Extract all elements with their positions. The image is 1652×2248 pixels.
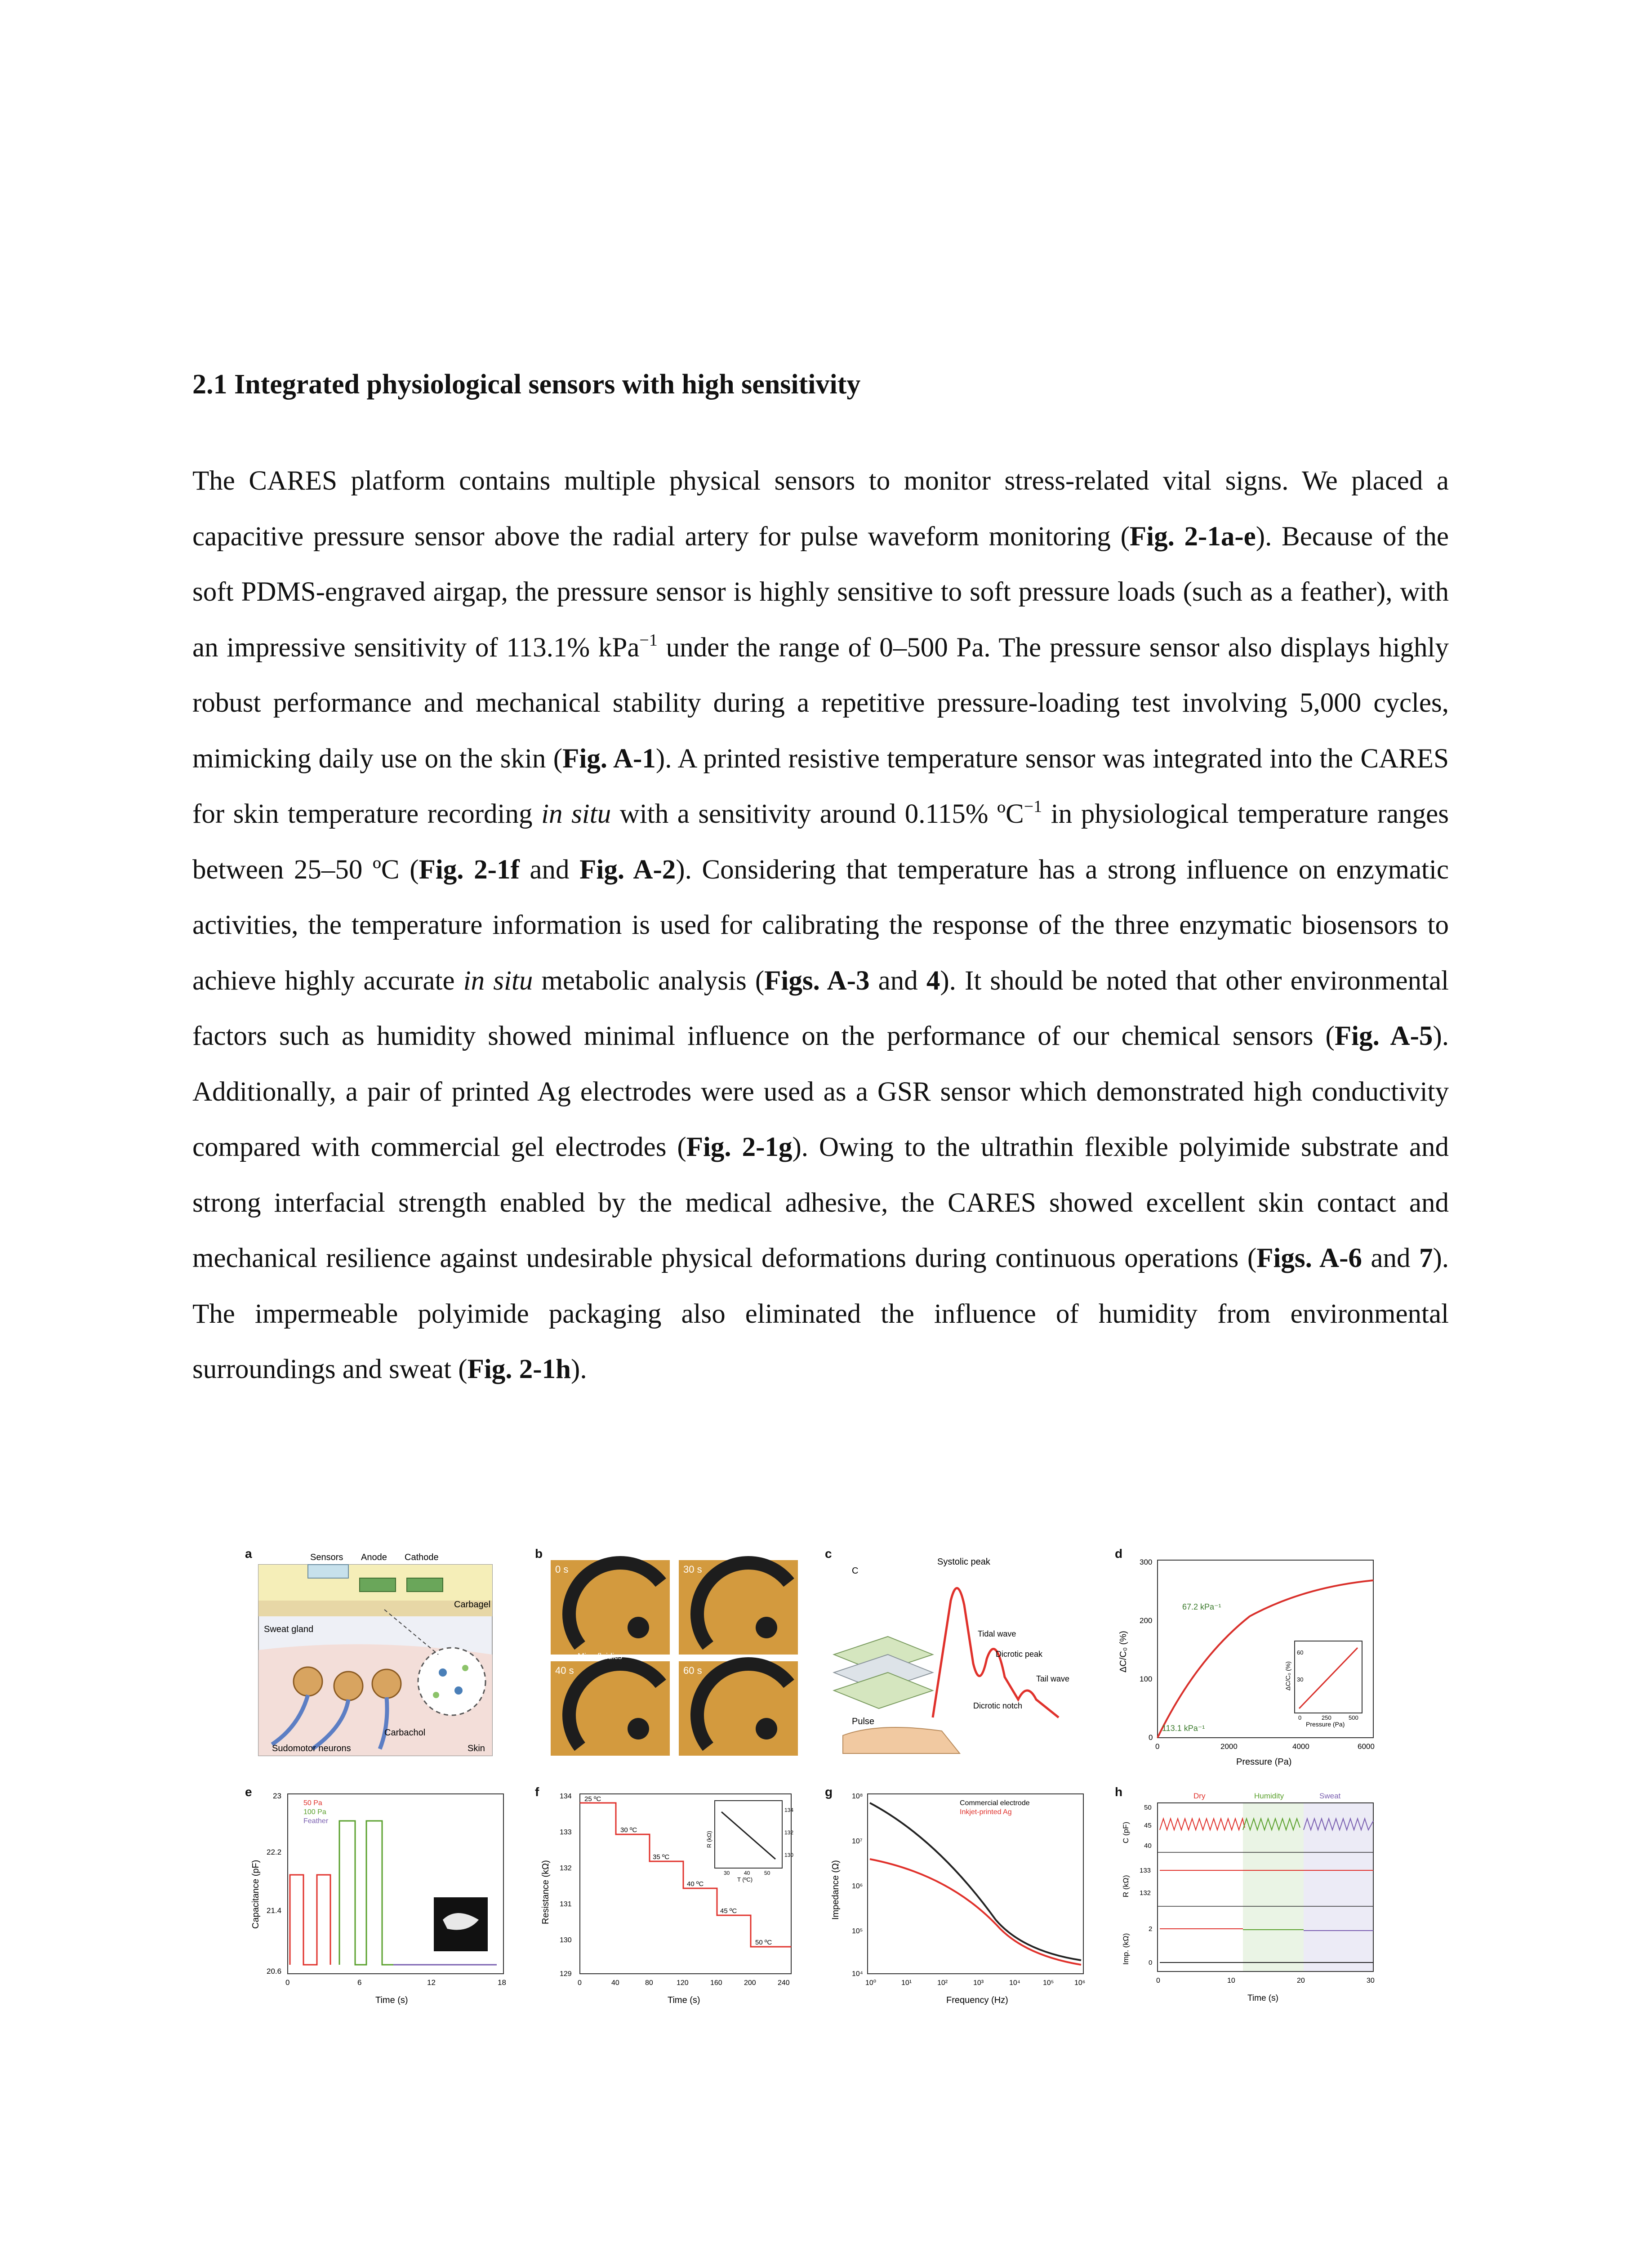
x-tick: 0 xyxy=(1155,1742,1160,1751)
x-tick: 80 xyxy=(645,1979,653,1987)
temperature-label: 25 ºC xyxy=(584,1795,601,1803)
figure-reference: Fig. 2-1f xyxy=(419,854,520,885)
text-run: ). Owing to the ultrathin flexible polyimide substrate and strong interfacial strength enabled by the medical adhesive, the CARES showed excellent skin contact and mechanical resilience against undesirable physical deformations during continuous operations ( xyxy=(192,1132,1449,1273)
legend-item: Sweat xyxy=(1319,1792,1341,1800)
temperature-label: 50 ºC xyxy=(755,1939,772,1946)
panel-h xyxy=(1115,1785,1396,2010)
figure-reference: Figs. A-3 xyxy=(764,965,870,996)
inset-y-tick: 30 xyxy=(1297,1676,1304,1683)
panel-e xyxy=(245,1785,524,2010)
text-run: and xyxy=(869,965,926,996)
label-sudomotor: Sudomotor neurons xyxy=(272,1744,351,1753)
superscript: −1 xyxy=(639,630,658,650)
figure-reference: 4 xyxy=(926,965,940,996)
x-tick: 12 xyxy=(427,1978,436,1987)
x-tick: 0 xyxy=(1156,1977,1160,1985)
x-tick: 18 xyxy=(498,1978,506,1987)
x-axis-label: Time (s) xyxy=(1247,1994,1278,2003)
text-run: metabolic analysis ( xyxy=(533,965,765,996)
x-tick: 2000 xyxy=(1220,1742,1238,1751)
y-tick: 132 xyxy=(1140,1889,1151,1897)
panel-b-photos xyxy=(535,1547,814,1767)
label-cathode: Cathode xyxy=(405,1552,439,1562)
x-tick: 4000 xyxy=(1292,1742,1309,1751)
panel-label: e xyxy=(245,1785,252,1799)
x-tick: 10¹ xyxy=(901,1979,912,1987)
label-sensors: Sensors xyxy=(310,1552,343,1562)
y-axis-label: Imp. (kΩ) xyxy=(1122,1933,1130,1965)
y-tick: 40 xyxy=(1144,1842,1152,1850)
panel-h-chart xyxy=(1115,1785,1396,2010)
panel-g xyxy=(825,1785,1104,2010)
y-tick: 133 xyxy=(1140,1867,1151,1874)
text-run: with a sensitivity around 0.115% ºC xyxy=(611,799,1024,829)
y-tick: 130 xyxy=(560,1936,572,1944)
italic-term: in situ xyxy=(541,799,611,829)
x-tick: 10³ xyxy=(973,1979,984,1987)
x-tick: 10⁰ xyxy=(865,1979,877,1987)
panel-label: h xyxy=(1115,1785,1123,1799)
inset-y-tick: 130 xyxy=(784,1852,794,1858)
text-run: The CARES platform contains multiple physical sensors to monitor stress-related vital signs. We placed a capacitive pressure sensor above the radial artery for pulse waveform monitoring ( xyxy=(192,466,1449,552)
text-run: ). Additionally, a pair of printed Ag electrodes were used as a GSR sensor which demonstrated high conductivity compared with commercial gel electrodes ( xyxy=(192,1021,1449,1162)
y-tick: 133 xyxy=(560,1829,572,1836)
x-tick: 10⁴ xyxy=(1009,1979,1020,1987)
panel-e-chart xyxy=(245,1785,524,2010)
y-tick: 2 xyxy=(1149,1925,1153,1933)
panel-c xyxy=(825,1547,1104,1767)
inset-x-tick: 0 xyxy=(1298,1714,1302,1721)
label-microfluidics: Microfluidics xyxy=(578,1652,623,1661)
y-tick: 20.6 xyxy=(267,1967,282,1976)
panel-f xyxy=(535,1785,814,2010)
x-tick: 10² xyxy=(937,1979,948,1987)
y-axis-label: C (pF) xyxy=(1122,1821,1130,1843)
x-tick: 10⁵ xyxy=(1043,1979,1054,1987)
y-tick: 132 xyxy=(560,1864,572,1872)
x-tick: 200 xyxy=(744,1979,756,1987)
y-tick: 45 xyxy=(1144,1822,1152,1829)
text-run: ). Because of the soft PDMS-engraved airgap, the pressure sensor is highly sensitive to soft pressure loads (such as a feather), with an impressive sensitivity of 113.1% kPa xyxy=(192,521,1449,663)
figure-reference: Fig. A-1 xyxy=(562,743,656,774)
figure-reference: Fig. 2-1g xyxy=(686,1132,793,1162)
figure-2-1 xyxy=(245,1547,1396,2010)
temperature-label: 40 ºC xyxy=(687,1880,704,1888)
x-tick: 30 xyxy=(1367,1977,1375,1985)
y-tick: 100 xyxy=(1140,1675,1153,1683)
y-tick: 10⁶ xyxy=(852,1882,863,1890)
label-carbachol: Carbachol xyxy=(384,1728,426,1738)
panel-a-schematic xyxy=(245,1547,524,1767)
label-cm: C xyxy=(852,1566,859,1576)
body-paragraph xyxy=(192,453,1449,1397)
time-label: 0 s xyxy=(555,1564,569,1575)
x-tick: 0 xyxy=(578,1979,582,1987)
panel-f-chart xyxy=(535,1785,814,2010)
y-tick: 10⁷ xyxy=(852,1838,863,1845)
x-tick: 6 xyxy=(357,1978,362,1987)
y-tick: 0 xyxy=(1149,1959,1153,1967)
figure-reference: Fig. 2-1a-e xyxy=(1129,521,1256,552)
y-tick: 131 xyxy=(560,1900,572,1908)
time-label: 40 s xyxy=(555,1665,574,1676)
figure-reference: Figs. A-6 xyxy=(1256,1243,1362,1273)
inset-x-label: Pressure (Pa) xyxy=(1306,1721,1345,1728)
y-axis-label: Capacitance (pF) xyxy=(251,1860,261,1929)
y-tick: 22.2 xyxy=(267,1848,282,1856)
x-tick: 20 xyxy=(1297,1977,1305,1985)
italic-term: in situ xyxy=(463,965,533,996)
legend-item: Humidity xyxy=(1254,1792,1284,1800)
label-dicrotic-notch: Dicrotic notch xyxy=(973,1701,1023,1710)
panel-label: g xyxy=(825,1785,833,1799)
inset-y-tick: 134 xyxy=(784,1807,794,1813)
figure-reference: Fig. A-5 xyxy=(1334,1021,1433,1051)
x-axis-label: Time (s) xyxy=(375,1995,408,2005)
label-skin: Skin xyxy=(468,1744,485,1753)
x-tick: 10 xyxy=(1227,1977,1235,1985)
figure-reference: Fig. A-2 xyxy=(579,854,676,885)
temperature-label: 30 ºC xyxy=(620,1826,637,1834)
y-tick: 0 xyxy=(1149,1733,1153,1742)
panel-d-chart xyxy=(1115,1547,1396,1767)
inset-y-label: ΔC/C₀ (%) xyxy=(1284,1661,1291,1690)
text-run: under the range of 0–500 Pa. The pressure sensor also displays highly robust performance and mechanical stability during a repetitive pressure-loading test involving 5,000 cycles, mimicking daily use on the skin ( xyxy=(192,632,1449,774)
text-run: and xyxy=(1362,1243,1419,1273)
legend-item: Inkjet-printed Ag xyxy=(960,1808,1012,1816)
inset-x-tick: 40 xyxy=(744,1870,750,1876)
legend-item: Dry xyxy=(1193,1792,1206,1800)
temperature-label: 35 ºC xyxy=(653,1853,670,1861)
label-tail-wave: Tail wave xyxy=(1036,1674,1070,1683)
y-axis-label: ΔC/C₀ (%) xyxy=(1118,1631,1128,1673)
text-run: in physiological temperature ranges between 25–50 ºC ( xyxy=(192,799,1449,885)
y-tick: 134 xyxy=(560,1793,572,1800)
sensitivity-low: 113.1 kPa⁻¹ xyxy=(1162,1724,1205,1733)
text-run: ). The impermeable polyimide packaging also eliminated the influence of humidity from environmental surroundings and sweat ( xyxy=(192,1243,1449,1384)
y-tick: 10⁴ xyxy=(852,1970,863,1978)
x-axis-label: Pressure (Pa) xyxy=(1236,1757,1292,1767)
text-run: ). Considering that temperature has a strong influence on enzymatic activities, the temperature information is used for calibrating the response of the three enzymatic biosensors to achieve highly accurate xyxy=(192,854,1449,996)
inset-x-tick: 500 xyxy=(1349,1714,1358,1721)
y-tick: 300 xyxy=(1140,1558,1153,1566)
panel-label: c xyxy=(825,1547,832,1561)
sensitivity-high: 67.2 kPa⁻¹ xyxy=(1182,1602,1221,1611)
inset-y-label: R (kΩ) xyxy=(706,1831,712,1848)
figure-reference: Fig. 2-1h xyxy=(467,1354,571,1384)
x-tick: 240 xyxy=(778,1979,790,1987)
panel-a xyxy=(245,1547,524,1767)
x-tick: 40 xyxy=(611,1979,619,1987)
y-tick: 21.4 xyxy=(267,1906,282,1915)
label-tidal-wave: Tidal wave xyxy=(978,1629,1016,1638)
panel-label: d xyxy=(1115,1547,1123,1561)
legend-item: 50 Pa xyxy=(303,1799,322,1807)
panel-label: a xyxy=(245,1547,252,1561)
y-axis-label: R (kΩ) xyxy=(1122,1875,1130,1897)
x-tick: 120 xyxy=(677,1979,689,1987)
x-tick: 10⁶ xyxy=(1074,1979,1086,1987)
y-tick: 129 xyxy=(560,1970,572,1978)
text-run: ). It should be noted that other environmental factors such as humidity showed minimal influence on the performance of our chemical sensors ( xyxy=(192,965,1449,1051)
y-tick: 200 xyxy=(1140,1616,1153,1625)
inset-x-tick: 50 xyxy=(764,1870,770,1876)
label-carbagel: Carbagel xyxy=(454,1600,491,1610)
inset-y-tick: 132 xyxy=(784,1829,794,1836)
legend-item: Commercial electrode xyxy=(960,1799,1030,1807)
inset-y-tick: 60 xyxy=(1297,1649,1304,1656)
inset-x-label: T (ºC) xyxy=(737,1876,753,1883)
x-axis-label: Time (s) xyxy=(668,1995,700,2005)
text-run: ). xyxy=(571,1354,587,1384)
text-run: and xyxy=(519,854,580,885)
y-tick: 23 xyxy=(273,1792,281,1800)
x-tick: 160 xyxy=(710,1979,722,1987)
y-tick: 50 xyxy=(1144,1804,1152,1811)
x-tick: 0 xyxy=(285,1978,290,1987)
superscript: −1 xyxy=(1024,797,1042,816)
panel-label: b xyxy=(535,1547,543,1561)
section-heading: 2.1 Integrated physiological sensors with high sensitivity xyxy=(192,369,861,400)
panel-label: f xyxy=(535,1785,539,1799)
x-tick: 6000 xyxy=(1358,1742,1375,1751)
y-axis-label: Impedance (Ω) xyxy=(831,1860,841,1920)
panel-g-chart xyxy=(825,1785,1104,2010)
label-pulse: Pulse xyxy=(852,1717,875,1726)
inset-x-tick: 30 xyxy=(724,1870,730,1876)
label-sweat-gland: Sweat gland xyxy=(264,1624,314,1634)
panel-d xyxy=(1115,1547,1396,1767)
y-tick: 10⁵ xyxy=(852,1927,863,1935)
legend-item: Feather xyxy=(303,1817,329,1825)
inset-x-tick: 250 xyxy=(1322,1714,1331,1721)
time-label: 60 s xyxy=(683,1665,702,1676)
temperature-label: 45 ºC xyxy=(720,1907,737,1915)
figure-reference: 7 xyxy=(1419,1243,1433,1273)
text-run: ). A printed resistive temperature sensor was integrated into the CARES for skin temperature recording xyxy=(192,743,1449,829)
time-label: 30 s xyxy=(683,1564,702,1575)
label-dicrotic-peak: Dicrotic peak xyxy=(996,1650,1043,1659)
panel-c-schematic xyxy=(825,1547,1104,1767)
y-tick: 10⁸ xyxy=(852,1793,863,1800)
y-axis-label: Resistance (kΩ) xyxy=(541,1860,551,1924)
label-systolic-peak: Systolic peak xyxy=(937,1557,990,1567)
legend-item: 100 Pa xyxy=(303,1808,326,1816)
panel-b xyxy=(535,1547,814,1767)
x-axis-label: Frequency (Hz) xyxy=(946,1995,1008,2005)
label-anode: Anode xyxy=(361,1552,387,1562)
